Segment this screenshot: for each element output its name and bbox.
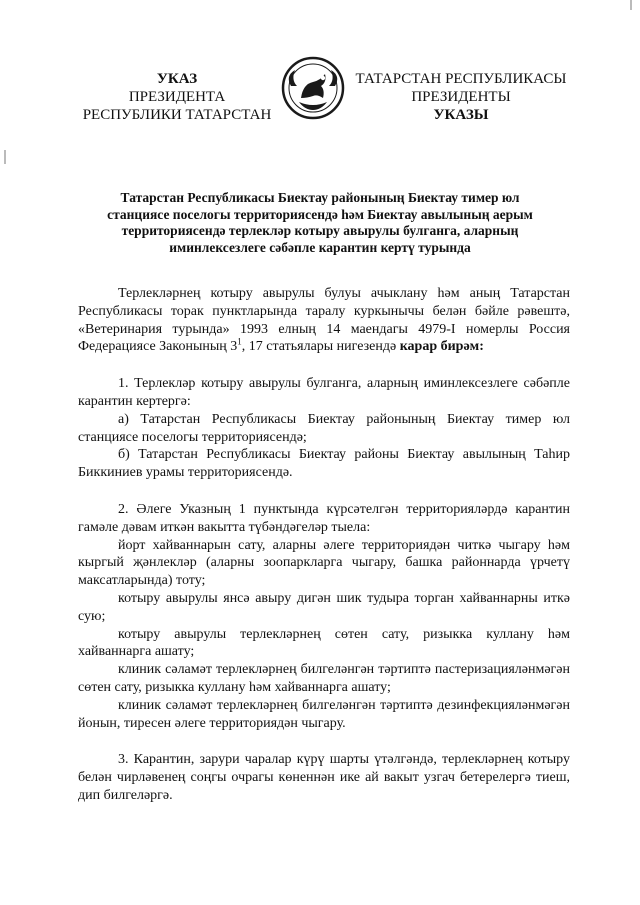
header-left-line: УКАЗ: [156, 71, 198, 87]
preamble-text-continued: , 17 статьялары нигезендә: [241, 339, 400, 355]
document-title: [90, 190, 550, 256]
header-left-line: ПРЕЗИДЕНТА: [128, 89, 226, 105]
item-1b: б) Татарстан Республикасы Биектау районы Биектау авылының Таһир Биккиниев урамы территориясендә.: [78, 447, 570, 481]
scan-mark: [4, 150, 6, 164]
header-right-block: [352, 70, 570, 124]
item-2-ban-5: клиник сәламәт терлекләрнең билгеләнгән тәртиптә дезинфекцияләнмәгән йонын, тиресен әлеге территориядән чыгару.: [78, 697, 570, 731]
item-2-ban-4: клиник сәламәт терлекләрнең билгеләнгән тәртиптә пастеризацияләнмәгән сөтен сату, ризыкка куллану һәм хайваннарга ашату;: [78, 662, 570, 695]
document-body: [78, 285, 570, 805]
title-line: территориясендә терлекләр котыру авырулы булганга, аларның: [121, 223, 519, 238]
item-2-ban-3: котыру авырулы терлекләрнең сөтен сату, ризыкка куллану һәм хайваннарга ашату;: [78, 626, 570, 660]
header-left-block: [72, 70, 282, 124]
item-2-ban-2: котыру авырулы янсә авыру дигән шик тудыра торган хайваннарны иткә сую;: [78, 590, 570, 624]
preamble-paragraph: [78, 285, 570, 356]
item-1: 1. Терлекләр котыру авырулы булганга, аларның иминлексезлеге сәбәпле карантин кертергә:: [78, 376, 570, 409]
item-1a: а) Татарстан Республикасы Биектау районының Биектау тимер юл станциясе поселогы территориясендә;: [78, 411, 570, 445]
decision-phrase: карар бирәм:: [399, 339, 484, 355]
item-2-ban-1: йорт хайваннарын сату, аларны әлеге территориядән читкә чыгару һәм кыргый җәнлекләр (аларны зоопаркларга чыгару, башка районнарда үрчетү максатларында) тоту;: [78, 537, 570, 589]
item-2: 2. Әлеге Указның 1 пунктында күрсәтелгән территорияләрдә карантин гамәле дәвам иткән вакытта түбәндәгеләр тыела:: [78, 501, 570, 535]
preamble-text: Терлекләрнең котыру авырулы булуы ачыклану һәм аның Татарстан Республикасы торак пунктларында таралу куркынычы белән бәйле рәвештә, «Ветеринария турында» 1993 елның 14 маендагы 4979-I номерлы Россия Федерациясе Законының 3: [78, 286, 570, 355]
header-right-line: ПРЕЗИДЕНТЫ: [411, 89, 511, 105]
title-line: станциясе поселогы территориясендә һәм Биектау авылының аерым: [107, 206, 533, 222]
scan-mark: [630, 0, 632, 10]
item-3: 3. Карантин, зарури чаралар күрү шарты үтәлгәндә, терлекләрнең котыру белән чирләвенең соңгы очрагы көненнән ике ай вакыт узгач бетерелергә тиеш, дип билгеләргә.: [78, 752, 570, 803]
title-line: Татарстан Республикасы Биектау районының Биектау тимер юл: [120, 190, 520, 205]
preamble-superscript: 1: [237, 336, 242, 347]
header-right-line: ТАТАРСТАН РЕСПУБЛИКАСЫ: [355, 71, 567, 87]
header-left-line: РЕСПУБЛИКИ ТАТАРСТАН: [82, 107, 272, 123]
title-line: иминлексезлеге сәбәпле карантин кертү турында: [169, 239, 471, 255]
tatarstan-emblem-icon: [281, 56, 345, 120]
header-right-line: УКАЗЫ: [433, 107, 489, 123]
